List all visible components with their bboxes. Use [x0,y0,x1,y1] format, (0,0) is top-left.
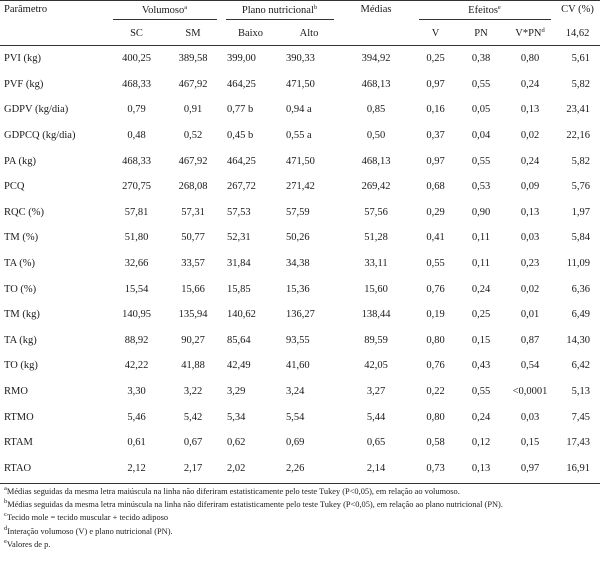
cell-v: 0,97 [426,78,445,90]
cell-vpn: 0,01 [520,309,540,321]
cell-v: 0,41 [426,232,445,244]
cell-sc: 32,66 [124,258,149,270]
cell-pn: 0,05 [471,104,491,116]
cell-param: TM (kg) [4,309,40,321]
cell-v: 0,97 [426,155,445,167]
cell-v: 0,37 [426,130,445,142]
cell-baixo: 5,34 [227,411,246,423]
cell-v: 0,58 [426,437,445,449]
cell-cv: 23,41 [566,104,590,116]
cell-sc: 140,95 [122,309,151,321]
cell-baixo: 85,64 [227,334,251,346]
table-row [0,302,600,328]
cell-vpn: 0,02 [520,283,540,295]
plano-group-header: Plano nutricional$^b$ [221,1,338,22]
cell-baixo: 52,31 [227,232,251,244]
cell-cv: 1,97 [571,206,590,218]
cell-v: 0,29 [426,206,445,218]
table-row [0,174,600,200]
cell-cv: 14,30 [566,334,590,346]
cell-sm: 389,58 [178,53,208,65]
cell-alto: 0,94 a [286,104,312,116]
cell-baixo: 2,02 [227,462,246,474]
cell-cv: 5,13 [571,386,590,398]
table-row [0,200,600,226]
cell-cv: 5,61 [571,53,590,65]
cell-sm: 0,67 [183,437,203,449]
table-row [0,379,600,405]
cell-sm: 0,91 [183,104,203,116]
cell-param: TM (%) [4,232,39,244]
cell-param: PVF (kg) [4,78,44,90]
header-row-sub [0,21,600,46]
cell-media: 269,42 [361,181,391,193]
cell-pn: 0,15 [471,334,491,346]
vpn-header: $V*PN^d$ [505,21,555,46]
cell-sc: 0,48 [127,130,146,142]
efeitos-group-header: Efeitos$^e$ [414,1,555,22]
table-row [0,430,600,456]
cell-alto: 93,55 [286,334,310,346]
cell-v: 0,55 [426,258,445,270]
cell-media: 468,13 [361,78,391,90]
table-row [0,72,600,98]
cell-v: 0,76 [426,283,445,295]
cell-alto: 471,50 [286,78,315,90]
cell-vpn: 0,02 [520,130,540,142]
cell-cv: 16,91 [566,462,590,474]
cell-v: 0,73 [426,462,445,474]
table-row [0,328,600,354]
cell-sc: 0,61 [127,437,146,449]
table-body [0,46,600,482]
table-row [0,456,600,482]
cell-sc: 3,30 [127,386,146,398]
cell-alto: 0,55 a [286,130,312,142]
cell-vpn: 0,24 [520,155,540,167]
cell-v: 0,19 [426,309,445,321]
cell-vpn: 0,15 [520,437,540,449]
cell-media: 51,28 [364,232,388,244]
cell-pn: 0,24 [471,411,491,423]
cell-media: 0,50 [366,130,386,142]
cell-v: 0,16 [426,104,445,116]
cell-vpn: 0,24 [520,78,540,90]
cell-pn: 0,55 [471,155,491,167]
cell-media: 138,44 [361,309,391,321]
table-row [0,123,600,149]
cell-v: 0,76 [426,360,445,372]
cell-vpn: 0,23 [520,258,540,270]
cell-alto: 471,50 [286,155,315,167]
cell-param: PA (kg) [4,155,36,167]
table-row [0,404,600,430]
cell-vpn: 0,09 [520,181,540,193]
cell-vpn: 0,03 [520,232,540,244]
cell-media: 3,27 [366,386,386,398]
cell-alto: 50,26 [286,232,310,244]
sc-header: SC [108,21,165,46]
cell-cv: 5,84 [571,232,590,244]
cell-baixo: 15,85 [227,283,251,295]
cell-alto: 390,33 [286,53,315,65]
cell-pn: 0,55 [471,78,491,90]
cell-pn: 0,53 [471,181,491,193]
cell-v: 0,80 [426,334,445,346]
sm-header: SM [165,21,221,46]
cell-baixo: 0,62 [227,437,246,449]
footnotes [4,484,596,550]
cell-sm: 467,92 [178,78,208,90]
cell-alto: 34,38 [286,258,310,270]
cell-param: RTAM [4,437,33,449]
cell-sc: 57,81 [124,206,149,218]
cell-sc: 42,22 [124,360,149,372]
cell-media: 15,60 [364,283,388,295]
cell-param: PVI (kg) [4,53,42,65]
cell-media: 468,13 [361,155,391,167]
cell-baixo: 57,53 [227,206,251,218]
cell-v: 0,25 [426,53,445,65]
alto-header: Alto [280,21,338,46]
cell-alto: 15,36 [286,283,310,295]
table-row [0,148,600,174]
pn-header: PN [457,21,505,46]
cell-sm: 5,42 [183,411,203,423]
cell-sc: 88,92 [124,334,149,346]
cell-sm: 268,08 [178,181,208,193]
cell-vpn: 0,54 [520,360,540,372]
cell-cv: 5,82 [571,155,590,167]
table-row [0,251,600,277]
cell-sc: 468,33 [122,155,151,167]
footnote-d: $^d$Interação volumoso (V) e plano nutricional (PN). [4,524,173,536]
footnote-a: $^a$Médias seguidas da mesma letra maiúscula na linha não diferiram estatisticamente pelo teste Tukey (P<0,05), em relação ao volumoso. [4,485,460,496]
cell-param: TA (kg) [4,334,37,346]
cell-media: 0,65 [366,437,386,449]
cell-pn: 0,04 [471,130,491,142]
cell-vpn: 0,03 [520,411,540,423]
cell-vpn: 0,80 [520,53,540,65]
cell-cv: 5,82 [571,78,590,90]
cell-baixo: 464,25 [227,78,256,90]
table-row [0,225,600,251]
cell-cv: 17,43 [566,437,590,449]
cell-v: 0,68 [426,181,445,193]
table-row [0,46,600,72]
cell-sm: 2,17 [183,462,203,474]
cell-sm: 33,57 [181,258,205,270]
cell-sc: 468,33 [122,78,151,90]
cell-media: 2,14 [366,462,386,474]
cell-pn: 0,38 [471,53,491,65]
cell-alto: 3,24 [286,386,305,398]
medias-header: Médias [338,1,414,22]
cell-sm: 467,92 [178,155,208,167]
cell-alto: 41,60 [286,360,310,372]
cell-sm: 15,66 [181,283,205,295]
cell-sc: 2,12 [127,462,146,474]
cell-cv: 22,16 [566,130,590,142]
cell-pn: 0,13 [471,462,491,474]
cell-baixo: 0,77 b [227,104,254,116]
v-header: V [414,21,457,46]
cell-cv: 6,49 [571,309,590,321]
cell-pn: 0,90 [471,206,491,218]
cell-vpn: 0,13 [520,206,540,218]
cell-alto: 0,69 [286,437,305,449]
cell-v: 0,80 [426,411,445,423]
table-row [0,353,600,379]
cell-sc: 0,79 [127,104,146,116]
cell-sc: 400,25 [122,53,151,65]
param-header: Parâmetro [0,1,108,22]
cell-cv: 11,09 [566,258,590,270]
cell-sm: 57,31 [181,206,205,218]
cv-header: CV (%) [555,1,600,22]
cell-param: RTAO [4,462,32,474]
cell-param: TO (kg) [4,360,38,372]
cell-param: GDPV (kg/dia) [4,104,69,116]
cell-media: 89,59 [364,334,388,346]
cell-sm: 3,22 [183,386,203,398]
header-row-groups [0,1,600,22]
cell-v: 0,22 [426,386,445,398]
cell-baixo: 464,25 [227,155,256,167]
cell-sm: 50,77 [181,232,205,244]
cell-media: 33,11 [364,258,388,270]
cell-media: 0,85 [366,104,386,116]
cell-cv: 6,42 [571,360,590,372]
cell-pn: 0,11 [472,232,490,244]
cell-sc: 51,80 [124,232,149,244]
cell-param: TA (%) [4,258,35,270]
cell-baixo: 267,72 [227,181,256,193]
cell-pn: 0,43 [471,360,491,372]
cell-media: 394,92 [361,53,391,65]
cell-cv: 6,36 [571,283,590,295]
cell-sc: 5,46 [127,411,146,423]
cell-sc: 270,75 [122,181,151,193]
cell-param: TO (%) [4,283,37,295]
cell-sc: 15,54 [124,283,149,295]
cell-vpn: <0,0001 [512,386,548,398]
cell-alto: 5,54 [286,411,305,423]
cell-param: RTMO [4,411,34,423]
cell-vpn: 0,87 [520,334,540,346]
cell-sm: 0,52 [183,130,203,142]
cell-baixo: 399,00 [227,53,256,65]
footnote-c: $^c$Tecido mole = tecido muscular + tecido adiposo [4,511,169,523]
cell-sm: 135,94 [178,309,208,321]
cell-sm: 41,88 [181,360,205,372]
cell-cv: 5,76 [571,181,590,193]
table-row [0,97,600,123]
footnote-e: $^e$Valores de p. [4,537,51,549]
cell-baixo: 0,45 b [227,130,254,142]
cell-param: PCQ [4,181,25,193]
cell-alto: 136,27 [286,309,315,321]
volumoso-group-header: Volumoso$^a$ [108,1,221,22]
cell-vpn: 0,97 [520,462,540,474]
cell-baixo: 31,84 [227,258,251,270]
cell-alto: 2,26 [286,462,305,474]
cell-media: 42,05 [364,360,388,372]
cell-pn: 0,12 [471,437,491,449]
baixo-header: Baixo [221,21,280,46]
cell-param: GDPCQ (kg/dia) [4,130,76,142]
cell-param: RMO [4,386,28,398]
footnote-b: $^b$Médias seguidas da mesma letra minúscula na linha não diferiram estatisticamente pelo teste Tukey (P<0,05), em relação ao plano nutricional (PN). [4,498,503,510]
table-row [0,276,600,302]
cell-pn: 0,24 [471,283,491,295]
cv-subheader: 14,62 [555,21,600,46]
cell-pn: 0,11 [472,258,490,270]
cell-param: RQC (%) [4,206,44,218]
cell-baixo: 42,49 [227,360,251,372]
cell-alto: 57,59 [286,206,310,218]
cell-vpn: 0,13 [520,104,540,116]
cell-media: 5,44 [366,411,386,423]
cell-baixo: 3,29 [227,386,246,398]
cell-pn: 0,25 [471,309,491,321]
cell-media: 57,56 [364,206,388,218]
cell-pn: 0,55 [471,386,491,398]
cell-baixo: 140,62 [227,309,256,321]
cell-sm: 90,27 [181,334,205,346]
cell-alto: 271,42 [286,181,315,193]
cell-cv: 7,45 [571,411,590,423]
